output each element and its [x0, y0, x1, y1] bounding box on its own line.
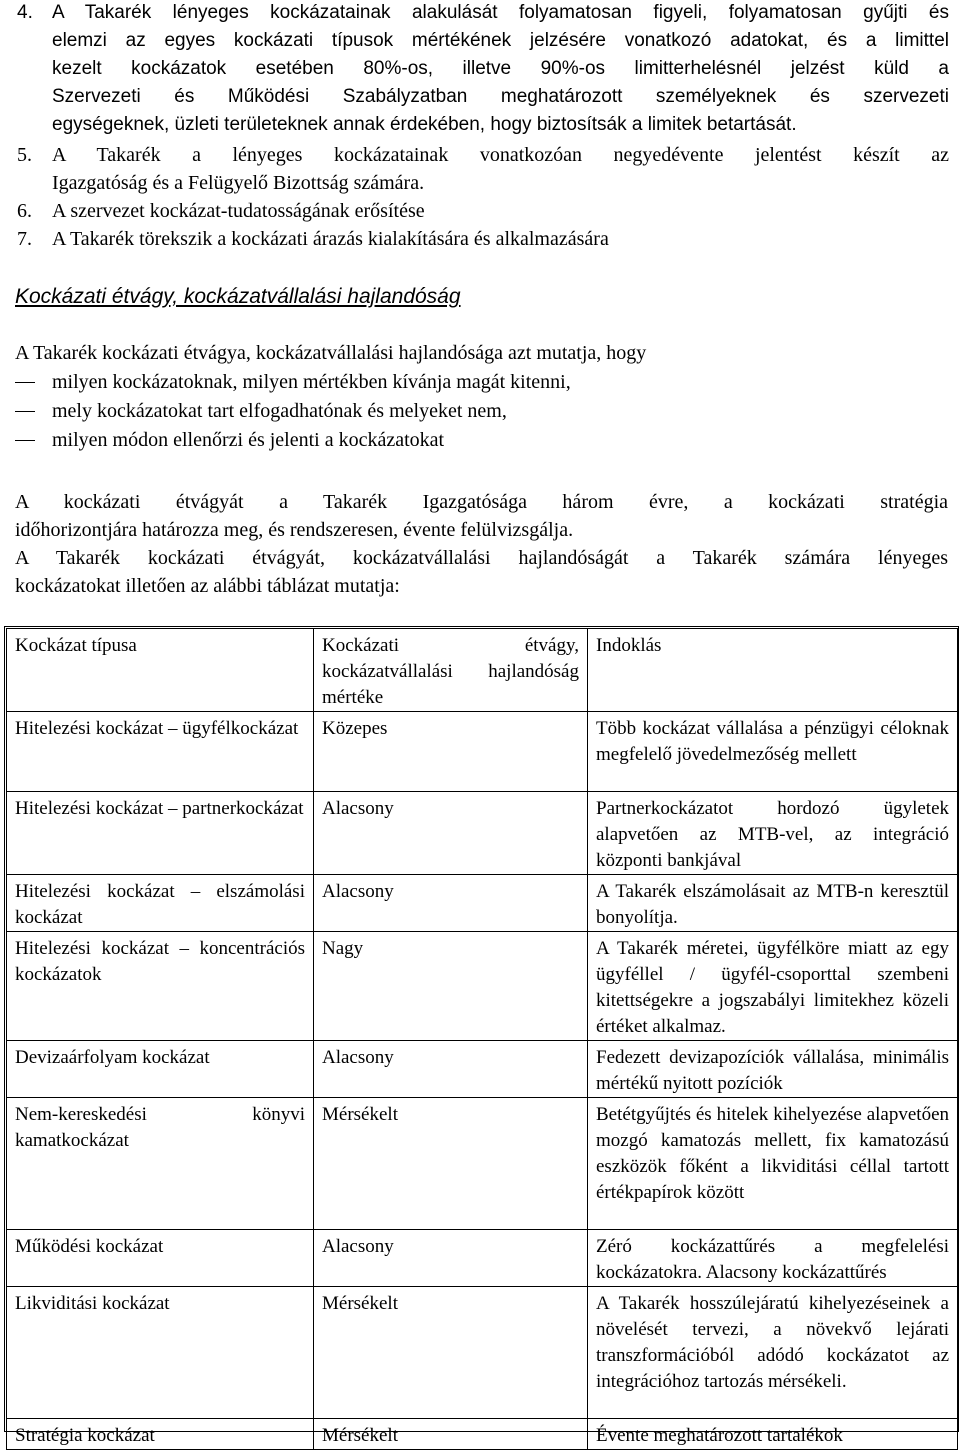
reason-cell: Évente meghatározott tartalékok [588, 1419, 958, 1450]
table-row [7, 1041, 958, 1098]
list-item-line: Igazgatóság és a Felügyelő Bizottság számára. [52, 172, 425, 194]
list-item-line: A Takarék a lényeges kockázatainak vonatkozóan negyedévente jelentést készít az [52, 144, 949, 166]
list-item-line: kezelt kockázatok esetében 80%-os, illetve 90%-os limitterhelésnél jelzést küld a [52, 58, 949, 79]
risk-type-cell: Hitelezési kockázat – ügyfélkockázat [7, 712, 314, 792]
reason-cell: A Takarék méretei, ügyfélköre miatt az egy ügyféllel / ügyfél-csoporttal szembeni kitettségekre a jogszabályi limitekhez közeli értéket alkalmaz. [588, 932, 958, 1041]
list-item-line: A szervezet kockázat-tudatosságának erősítése [52, 200, 425, 222]
bullet-item: milyen módon ellenőrzi és jelenti a kockázatokat [52, 429, 445, 451]
dash-bullet-icon [15, 411, 35, 412]
risk-level-cell: Mérsékelt [314, 1098, 588, 1230]
risk-type-cell: Hitelezési kockázat – partnerkockázat [7, 792, 314, 875]
reason-cell: Partnerkockázatot hordozó ügyletek alapvetően az MTB-vel, az integráció központi bankjával [588, 792, 958, 875]
reason-cell: Zéró kockázattűrés a megfelelési kockázatokra. Alacsony kockázattűrés [588, 1230, 958, 1287]
reason-cell: A Takarék elszámolásait az MTB-n keresztül bonyolítja. [588, 875, 958, 932]
intro-text: A Takarék kockázati étvágya, kockázatvállalási hajlandósága azt mutatja, hogy [15, 342, 647, 364]
risk-level-cell: Alacsony [314, 1230, 588, 1287]
table-row [7, 932, 958, 1041]
header-cell: Indoklás [588, 629, 958, 712]
risk-type-cell: Hitelezési kockázat – koncentrációs kockázatok [7, 932, 314, 1041]
risk-type-cell: Nem-kereskedési könyvi kamatkockázat [7, 1098, 314, 1230]
risk-type-cell: Hitelezési kockázat – elszámolási kockázat [7, 875, 314, 932]
reason-cell: A Takarék hosszúlejáratú kihelyezéseinek a növelését tervezi, a növekvő lejárati transzformációból adódó kockázatot az integrációhoz tartozás mérsékeli. [588, 1287, 958, 1419]
table-row [7, 875, 958, 932]
section-heading: Kockázati étvágy, kockázatvállalási hajlandóság [15, 285, 461, 308]
table-row [7, 1287, 958, 1419]
paragraph-line: A Takarék kockázati étvágyát, kockázatvállalási hajlandóságát a Takarék számára lényeges [15, 547, 948, 569]
risk-type-cell: Devizaárfolyam kockázat [7, 1041, 314, 1098]
table-row [7, 1230, 958, 1287]
list-number: 6. [17, 200, 32, 222]
list-number: 4. [17, 2, 33, 23]
risk-level-cell: Mérsékelt [314, 1419, 588, 1450]
reason-cell: Fedezett devizapozíciók vállalása, minimális mértékű nyitott pozíciók [588, 1041, 958, 1098]
list-item-line: A Takarék törekszik a kockázati árazás kialakítására és alkalmazására [52, 228, 609, 250]
list-number: 5. [17, 144, 32, 166]
bullet-item: milyen kockázatoknak, milyen mértékben kívánja magát kitenni, [52, 371, 571, 393]
paragraph-line: kockázatokat illetően az alábbi táblázat mutatja: [15, 575, 400, 597]
list-item-line: Szervezeti és Működési Szabályzatban meghatározott személyeknek és szervezeti [52, 86, 949, 107]
risk-level-cell: Alacsony [314, 875, 588, 932]
table-header-row [7, 629, 958, 712]
header-cell: Kockázati étvágy, kockázatvállalási hajlandóság mértéke [314, 629, 588, 712]
list-item-line: A Takarék lényeges kockázatainak alakulását folyamatosan figyeli, folyamatosan gyűjti és [52, 2, 949, 23]
risk-level-cell: Nagy [314, 932, 588, 1041]
table-row [7, 1098, 958, 1230]
table-row [7, 792, 958, 875]
risk-level-cell: Mérsékelt [314, 1287, 588, 1419]
list-item-line: egységeknek, üzleti területeknek annak érdekében, hogy biztosítsák a limitek betartását. [52, 114, 797, 135]
reason-cell: Több kockázat vállalása a pénzügyi céloknak megfelelő jövedelmezőség mellett [588, 712, 958, 792]
list-item-line: elemzi az egyes kockázati típusok mértékének jelzésére vonatkozó adatokat, és a limittel [52, 30, 949, 51]
risk-level-cell: Alacsony [314, 1041, 588, 1098]
bullet-item: mely kockázatokat tart elfogadhatónak és melyeket nem, [52, 400, 507, 422]
list-number: 7. [17, 228, 32, 250]
dash-bullet-icon [15, 382, 35, 383]
table-row [7, 712, 958, 792]
paragraph-line: időhorizontjára határozza meg, és rendszeresen, évente felülvizsgálja. [15, 519, 574, 541]
risk-type-cell: Likviditási kockázat [7, 1287, 314, 1419]
risk-level-cell: Közepes [314, 712, 588, 792]
header-cell: Kockázat típusa [7, 629, 314, 712]
reason-cell: Betétgyűjtés és hitelek kihelyezése alapvetően mozgó kamatozás mellett, fix kamatozású eszközök főként a likviditási céllal tartott értékpapírok között [588, 1098, 958, 1230]
table-row [7, 1419, 958, 1450]
risk-level-cell: Alacsony [314, 792, 588, 875]
risk-type-cell: Működési kockázat [7, 1230, 314, 1287]
risk-appetite-table [6, 628, 958, 1450]
risk-type-cell: Stratégia kockázat [7, 1419, 314, 1450]
dash-bullet-icon [15, 440, 35, 441]
paragraph-line: A kockázati étvágyát a Takarék Igazgatósága három évre, a kockázati stratégia [15, 491, 948, 513]
